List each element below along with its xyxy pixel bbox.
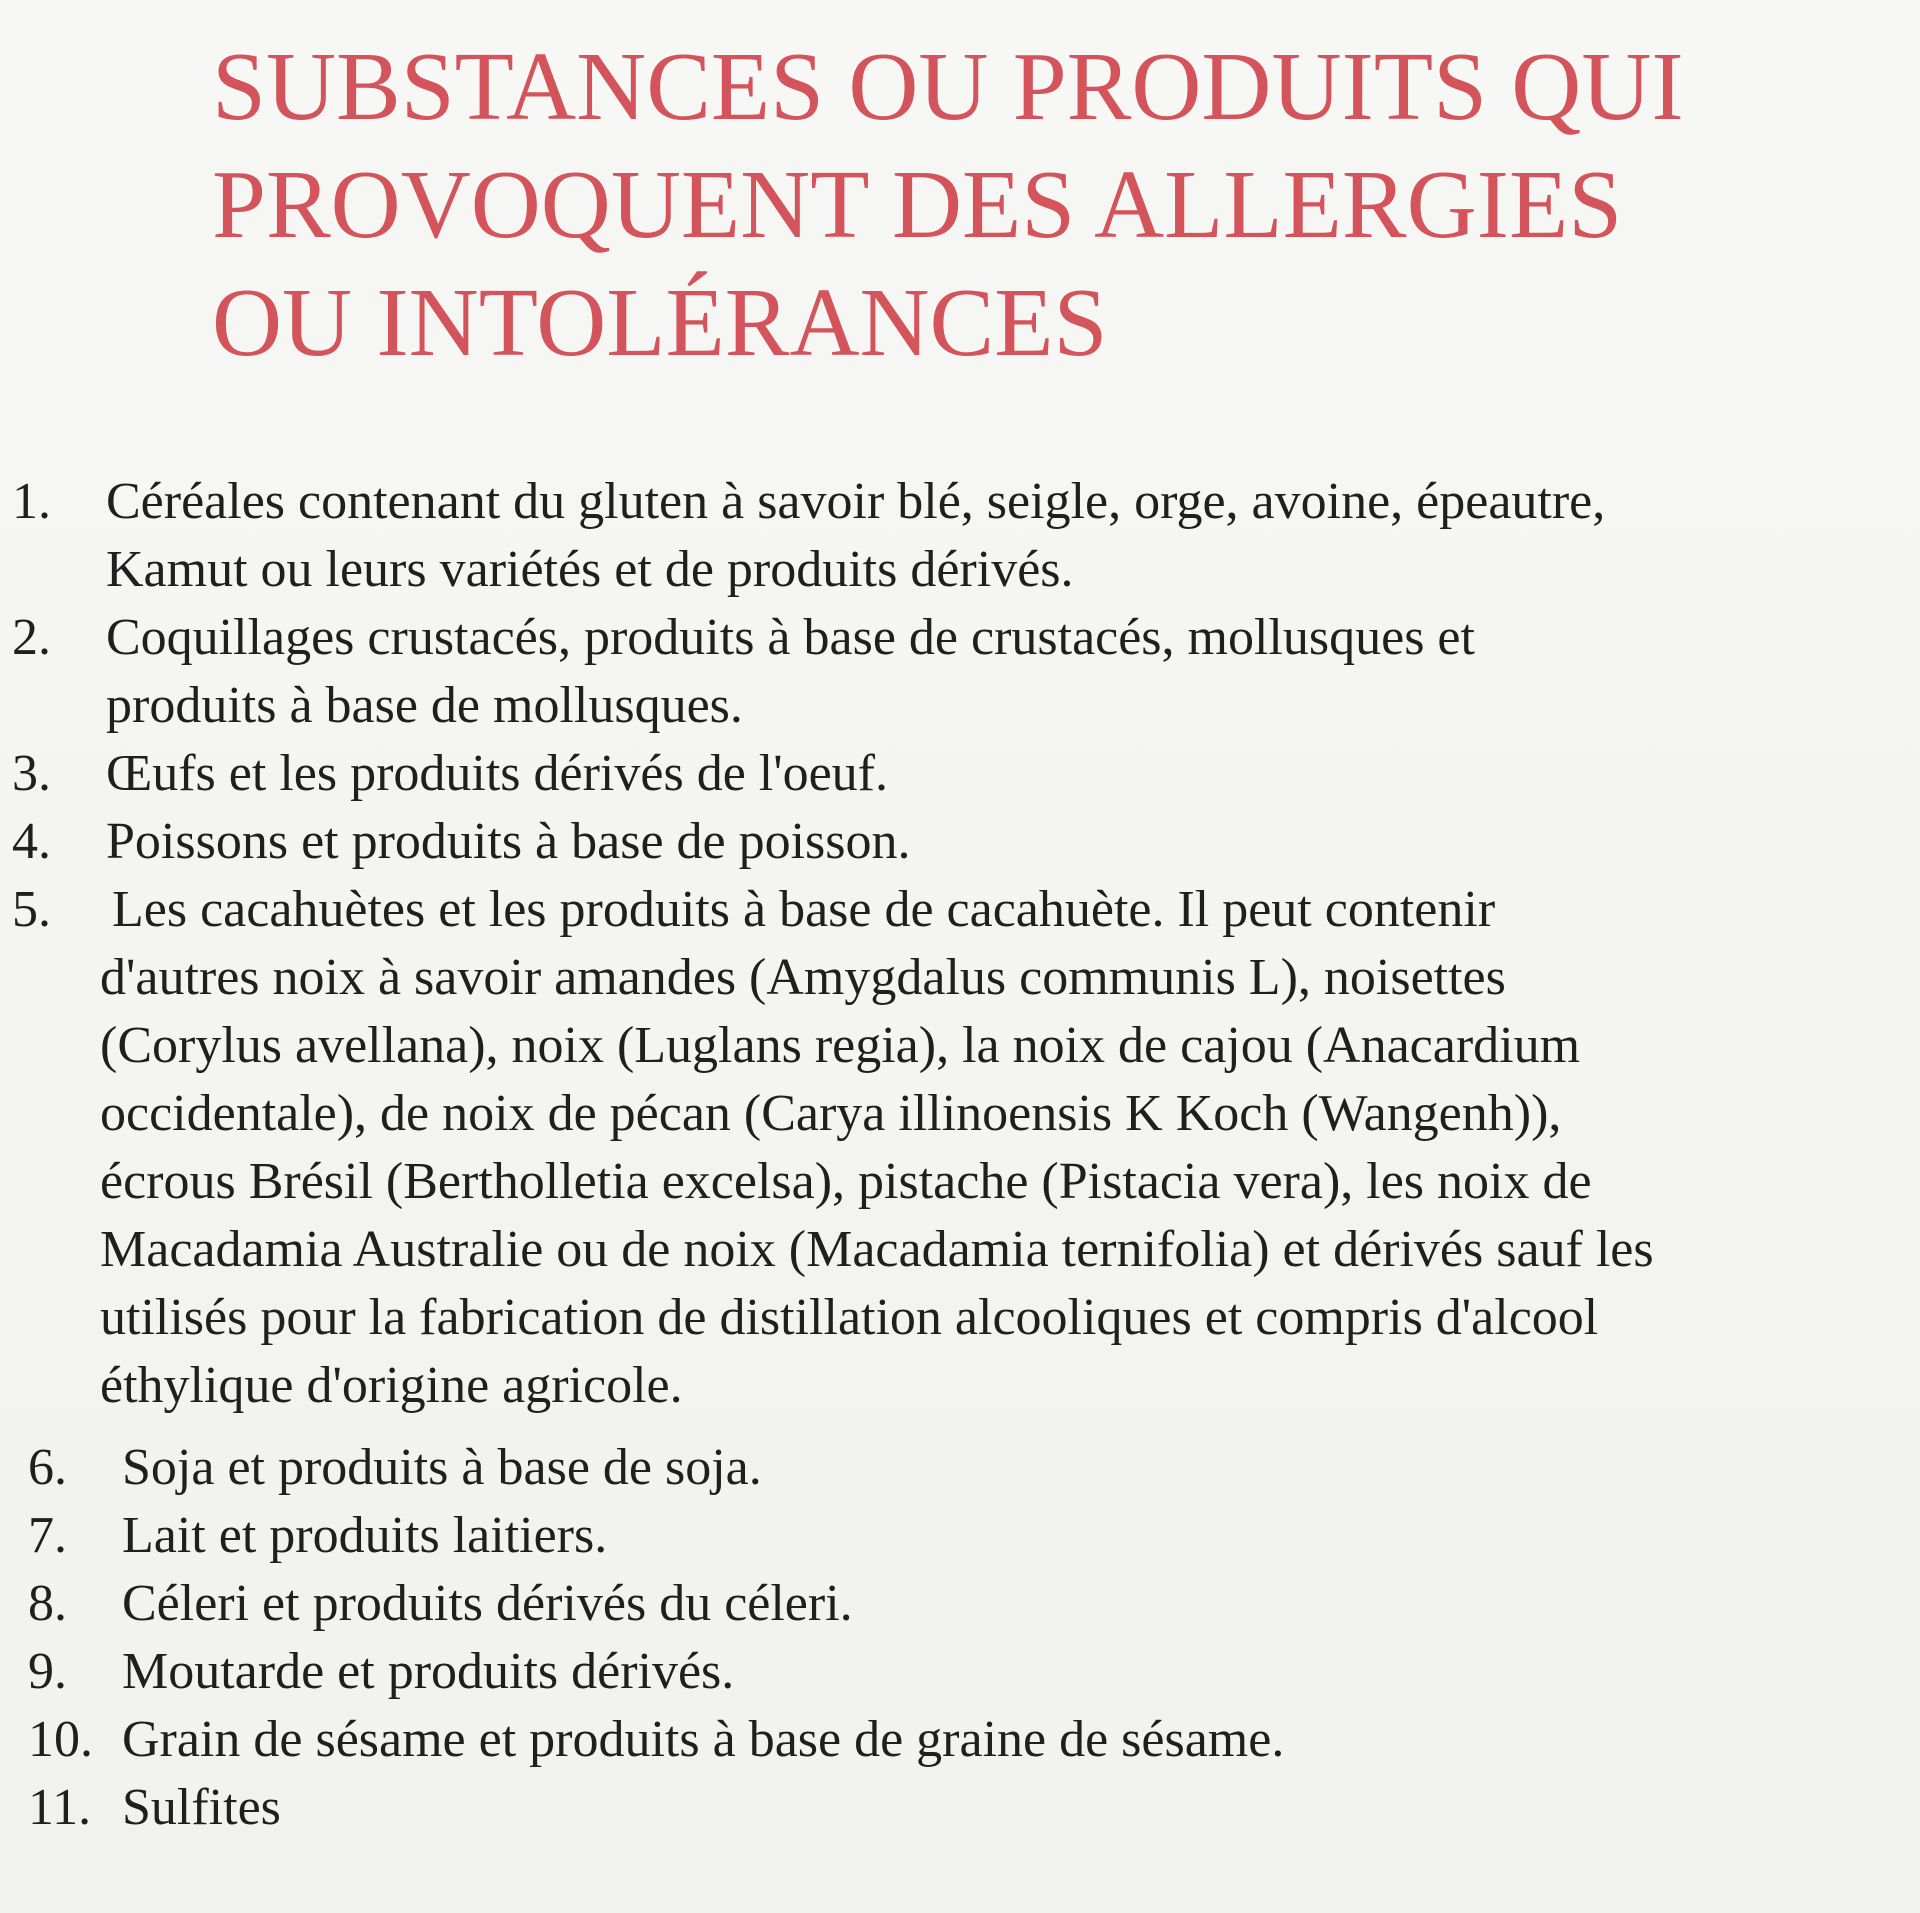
item-text-line: éthylique d'origine agricole. bbox=[100, 1357, 683, 1414]
item-text-line: Lait et produits laitiers. bbox=[122, 1507, 608, 1564]
item-text-line: Grain de sésame et produits à base de graine de sésame. bbox=[122, 1711, 1285, 1768]
item-text-line: occidentale), de noix de pécan (Carya illinoensis K Koch (Wangenh)), bbox=[100, 1085, 1562, 1142]
item-text-line: écrous Brésil (Bertholletia excelsa), pistache (Pistacia vera), les noix de bbox=[100, 1153, 1592, 1210]
list-item bbox=[0, 1706, 1920, 1774]
item-text bbox=[106, 740, 1906, 808]
list-item bbox=[0, 1570, 1920, 1638]
item-text bbox=[122, 1774, 1920, 1842]
item-text-line: Moutarde et produits dérivés. bbox=[122, 1643, 735, 1700]
item-text bbox=[122, 1706, 1920, 1774]
item-number: 4. bbox=[12, 813, 51, 870]
title-line: SUBSTANCES OU PRODUITS QUI bbox=[212, 33, 1684, 140]
list-item bbox=[0, 1774, 1920, 1842]
item-text-line: (Corylus avellana), noix (Luglans regia), la noix de cajou (Anacardium bbox=[100, 1017, 1581, 1074]
document-title bbox=[212, 28, 1812, 382]
list-item bbox=[0, 876, 1920, 1434]
item-text-line: produits à base de mollusques. bbox=[106, 677, 743, 734]
item-text bbox=[122, 1434, 1920, 1502]
item-text bbox=[100, 876, 1912, 1420]
title-line: PROVOQUENT DES ALLERGIES bbox=[212, 151, 1623, 258]
item-text-line: Kamut ou leurs variétés et de produits dérivés. bbox=[106, 541, 1074, 598]
list-item bbox=[0, 468, 1920, 604]
item-text bbox=[106, 604, 1906, 740]
item-number: 2. bbox=[12, 609, 51, 666]
title-line: OU INTOLÉRANCES bbox=[212, 269, 1108, 376]
item-text-line: Les cacahuètes et les produits à base de cacahuète. Il peut contenir bbox=[112, 881, 1496, 938]
list-item bbox=[0, 808, 1920, 876]
item-text-line: Macadamia Australie ou de noix (Macadamia ternifolia) et dérivés sauf les bbox=[100, 1221, 1654, 1278]
item-text-line: Œufs et les produits dérivés de l'oeuf. bbox=[106, 745, 888, 802]
item-text-line: Poissons et produits à base de poisson. bbox=[106, 813, 911, 870]
item-text bbox=[122, 1638, 1920, 1706]
item-text-line: utilisés pour la fabrication de distillation alcooliques et compris d'alcool bbox=[100, 1289, 1599, 1346]
item-text-line: Sulfites bbox=[122, 1779, 281, 1836]
item-text bbox=[106, 468, 1906, 604]
list-item bbox=[0, 604, 1920, 740]
item-text-line: d'autres noix à savoir amandes (Amygdalus communis L), noisettes bbox=[100, 949, 1506, 1006]
item-number: 9. bbox=[28, 1643, 67, 1700]
item-number: 3. bbox=[12, 745, 51, 802]
item-text-line: Céleri et produits dérivés du céleri. bbox=[122, 1575, 853, 1632]
item-text bbox=[122, 1502, 1920, 1570]
item-number: 7. bbox=[28, 1507, 67, 1564]
list-item bbox=[0, 1638, 1920, 1706]
item-text-line: Céréales contenant du gluten à savoir blé, seigle, orge, avoine, épeautre, bbox=[106, 473, 1606, 530]
list-item bbox=[0, 1434, 1920, 1502]
item-number: 10. bbox=[28, 1711, 93, 1768]
list-item bbox=[0, 1502, 1920, 1570]
item-number: 11. bbox=[28, 1779, 92, 1836]
item-number: 6. bbox=[28, 1439, 67, 1496]
list-item bbox=[0, 740, 1920, 808]
allergen-list bbox=[0, 468, 1920, 1842]
item-text-line: Soja et produits à base de soja. bbox=[122, 1439, 762, 1496]
item-text bbox=[106, 808, 1906, 876]
item-number: 5. bbox=[12, 881, 51, 938]
item-number: 1. bbox=[12, 473, 51, 530]
item-text bbox=[122, 1570, 1920, 1638]
item-text-line: Coquillages crustacés, produits à base de crustacés, mollusques et bbox=[106, 609, 1475, 666]
item-number: 8. bbox=[28, 1575, 67, 1632]
